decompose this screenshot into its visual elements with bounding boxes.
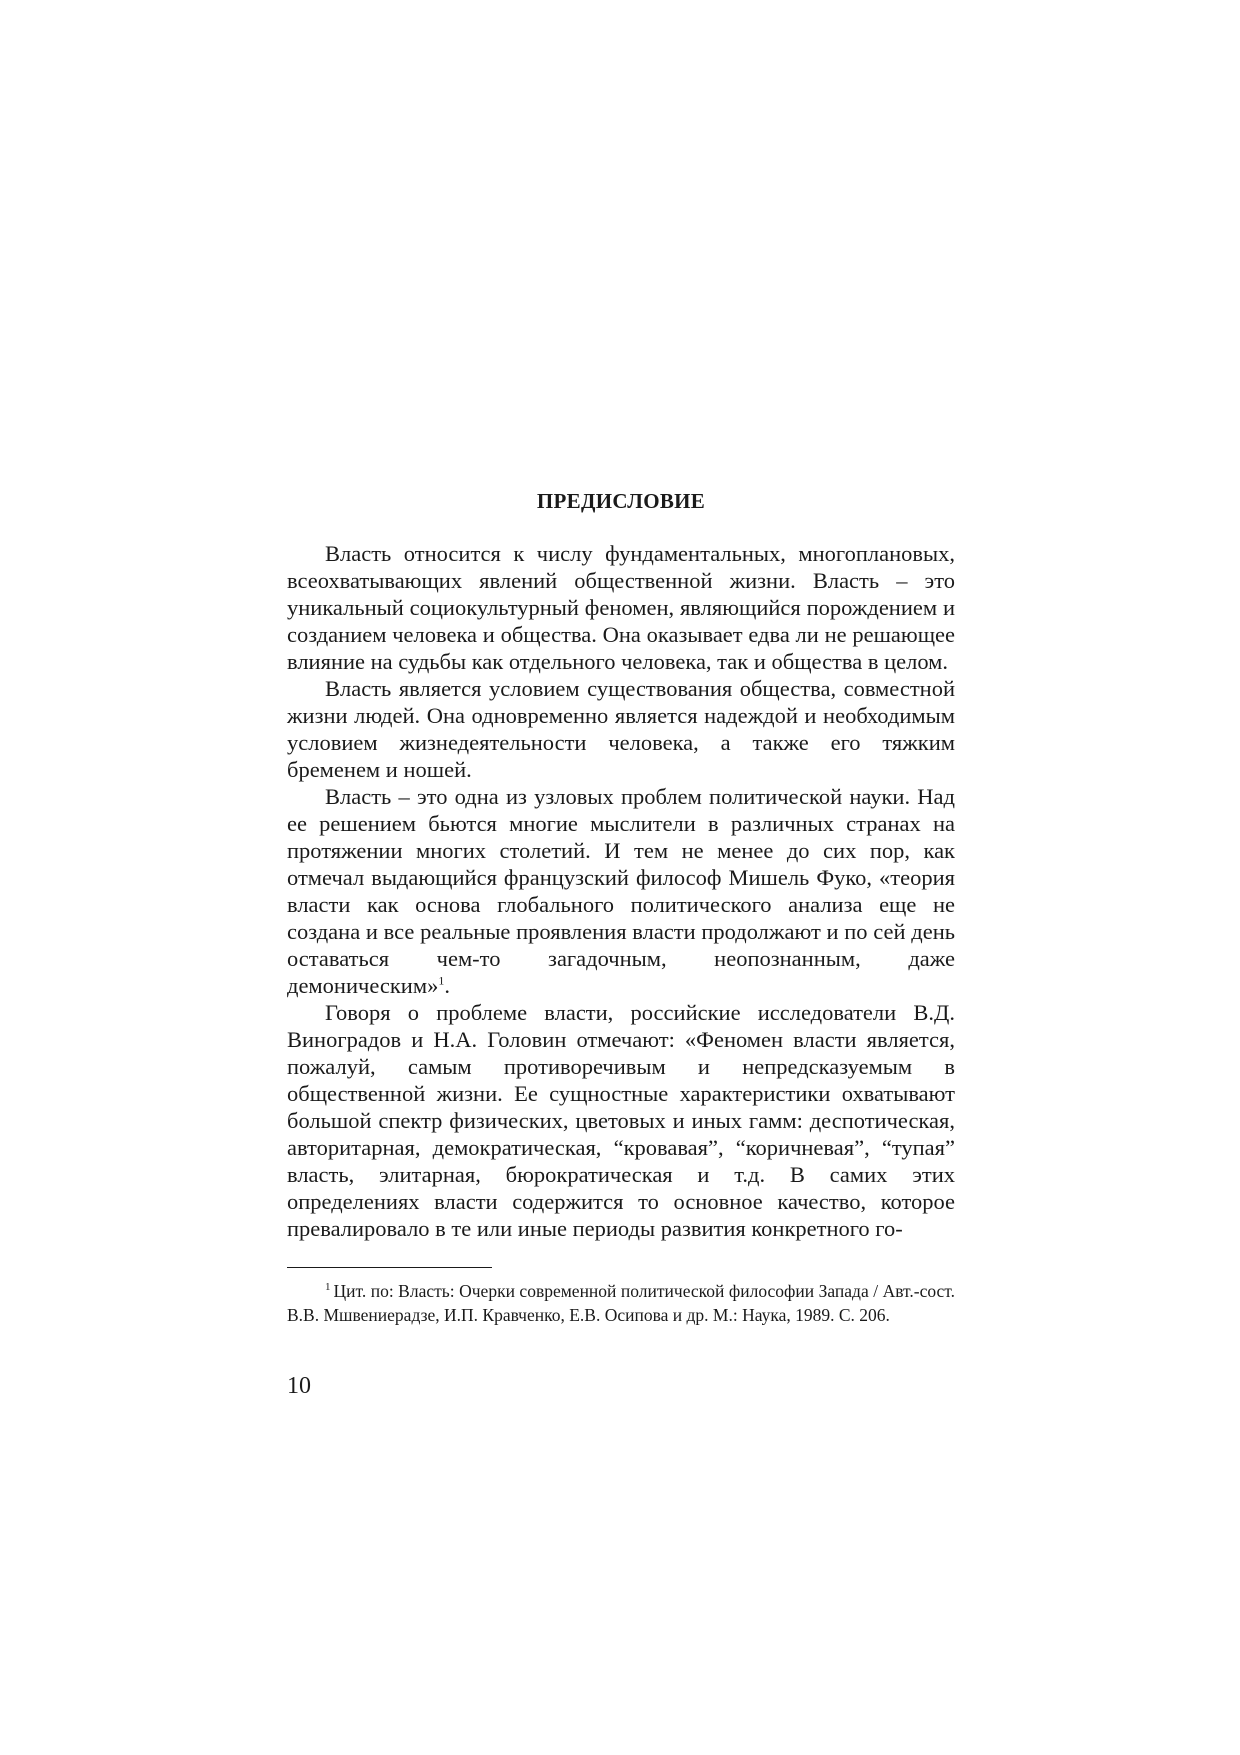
paragraph-3-trail: . bbox=[444, 973, 450, 998]
footnote-reference: 1 bbox=[438, 973, 445, 988]
section-heading: ПРЕДИСЛОВИЕ bbox=[536, 489, 706, 513]
footnote-text: Цит. по: Власть: Очерки современной политической философии Запада / Авт.-сост. В.В. Мшвениерадзе, И.П. Кравченко, Е.В. Осипова и др. М.: Наука, 1989. С. 206. bbox=[287, 1281, 955, 1325]
footnote bbox=[287, 1279, 955, 1327]
footnote-marker: 1 bbox=[325, 1281, 331, 1294]
paragraph-4: Говоря о проблеме власти, российские исследователи В.Д. Виноградов и Н.А. Головин отмечают: «Феномен власти является, пожалуй, самым противоречивым и непредсказуемым в общественной жизни. Ее сущностные характеристики охватывают большой спектр физических, цветовых и иных гамм: деспотическая, авторитарная, демократическая, “кровавая”, “коричневая”, “тупая” власть, элитарная, бюрократическая и т.д. В самих этих определениях власти содержится то основное качество, которое превалировало в те или иные периоды развития конкретного го- bbox=[287, 1000, 955, 1241]
footnote-separator bbox=[287, 1267, 492, 1268]
page-number: 10 bbox=[287, 1373, 311, 1399]
paragraph-3 bbox=[287, 783, 955, 999]
body-text bbox=[287, 540, 955, 1242]
paragraph-2: Власть является условием существования общества, совместной жизни людей. Она одновременно является надеждой и необходимым условием жизнедеятельности человека, а также его тяжким бременем и ношей. bbox=[287, 676, 955, 782]
paragraph-3-text: Власть – это одна из узловых проблем политической науки. Над ее решением бьются многие мыслители в различных странах на протяжении многих столетий. И тем не менее до сих пор, как отмечал выдающийся французский философ Мишель Фуко, «теория власти как основа глобального политического анализа еще не создана и все реальные проявления власти продолжают и по сей день оставаться чем-то загадочным, неопознанным, даже демоническим» bbox=[287, 784, 955, 998]
paragraph-1: Власть относится к числу фундаментальных, многоплановых, всеохватывающих явлений общественной жизни. Власть – это уникальный социокультурный феномен, являющийся порождением и созданием человека и общества. Она оказывает едва ли не решающее влияние на судьбы как отдельного человека, так и общества в целом. bbox=[287, 541, 955, 674]
